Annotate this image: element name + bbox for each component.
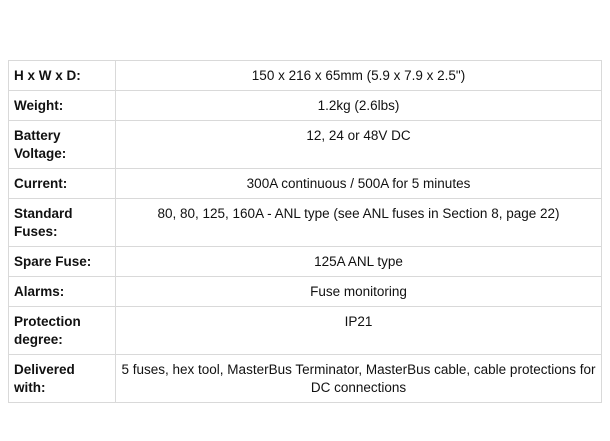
row-label: Protection degree: [9,307,116,355]
table-row [9,307,602,355]
table-row [9,61,602,91]
row-value: 5 fuses, hex tool, MasterBus Terminator, MasterBus cable, cable protections for DC connections [116,355,602,403]
row-label: Standard Fuses: [9,199,116,247]
table-row [9,121,602,169]
row-label: Spare Fuse: [9,247,116,277]
row-value: 300A continuous / 500A for 5 minutes [116,169,602,199]
row-value: 125A ANL type [116,247,602,277]
row-label: Battery Voltage: [9,121,116,169]
row-value: 1.2kg (2.6lbs) [116,91,602,121]
row-label: H x W x D: [9,61,116,91]
table-row [9,247,602,277]
row-value: Fuse monitoring [116,277,602,307]
row-value: 150 x 216 x 65mm (5.9 x 7.9 x 2.5") [116,61,602,91]
row-label: Current: [9,169,116,199]
row-label: Alarms: [9,277,116,307]
table-row [9,91,602,121]
table-row [9,355,602,403]
row-value: IP21 [116,307,602,355]
row-value: 80, 80, 125, 160A - ANL type (see ANL fuses in Section 8, page 22) [116,199,602,247]
table-row [9,169,602,199]
table-row [9,277,602,307]
table-row [9,199,602,247]
row-label: Delivered with: [9,355,116,403]
row-label: Weight: [9,91,116,121]
spec-table [8,60,602,403]
row-value: 12, 24 or 48V DC [116,121,602,169]
